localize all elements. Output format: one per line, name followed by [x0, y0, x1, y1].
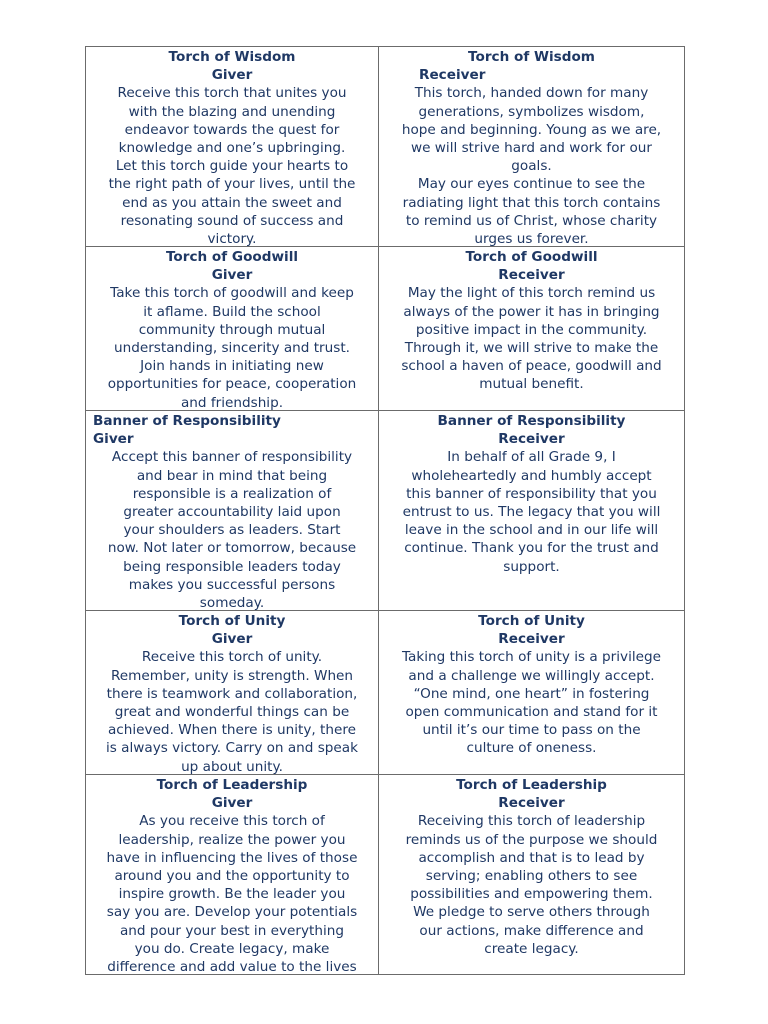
card-role: Receiver — [498, 795, 565, 812]
giver-cell — [86, 47, 379, 247]
receiver-cell — [379, 775, 685, 975]
card-role: Receiver — [498, 431, 565, 448]
card-title: Torch of Unity — [178, 613, 286, 629]
card-role: Giver — [211, 631, 253, 648]
card-title: Torch of Wisdom — [168, 49, 296, 65]
receiver-cell — [379, 247, 685, 411]
table-row — [86, 411, 685, 611]
card-text: In behalf of all Grade 9, I wholeheartedly and humbly accept this banner of responsibility that you entrust to us. The legacy that you will leave in the school and in our life will continue. Thank you for the trust and support. — [402, 449, 661, 575]
receiver-cell — [379, 611, 685, 775]
card-text: Receiving this torch of leadership reminds us of the purpose we should accomplish and that is to lead by serving; enabling others to see possibilities and empowering them. We pledge to serve others through our actions, make difference and create legacy. — [405, 813, 658, 957]
card-title: Banner of Responsibility — [93, 413, 281, 429]
card-role: Giver — [211, 67, 253, 84]
receiver-cell — [379, 411, 685, 611]
card-role: Receiver — [419, 67, 486, 84]
giver-cell — [86, 411, 379, 611]
giver-cell — [86, 611, 379, 775]
card-text: Take this torch of goodwill and keep it aflame. Build the school community through mutual understanding, sincerity and trust. Join hands in initiating new opportunities for peace, cooperation and friendship. — [107, 285, 357, 410]
card-role: Giver — [211, 267, 253, 284]
card-title: Torch of Leadership — [156, 777, 308, 793]
card-text: Receive this torch of unity. Remember, unity is strength. When there is teamwork and collaboration, great and wonderful things can be achieved. When there is unity, there is always victory. Carry on and speak up about unity. — [105, 649, 358, 774]
card-title: Torch of Wisdom — [468, 49, 595, 65]
giver-cell — [86, 775, 379, 975]
card-text: Taking this torch of unity is a privilege and a challenge we willingly accept. “One mind, one heart” in fostering open communication and stand for it until it’s our time to pass on the culture of oneness. — [402, 649, 661, 757]
card-text: Receive this torch that unites you with the blazing and unending endeavor towards the quest for knowledge and one’s upbringing. Let this torch guide your hearts to the right path of your lives, until the end as you attain the sweet and resonating sound of success and victory. — [108, 85, 356, 246]
card-title: Torch of Goodwill — [165, 249, 299, 265]
table-row — [86, 47, 685, 247]
card-text: May the light of this torch remind us always of the power it has in bringing positive impact in the community. Through it, we will strive to make the school a haven of peace, goodwill and mutual benefit. — [401, 285, 662, 393]
card-text: This torch, handed down for many generations, symbolizes wisdom, hope and beginning. Young as we are, we will strive hard and work for our goals. May our eyes continue to see the radiating light that this torch contains to remind us of Christ, whose charity urges us forever. — [401, 85, 662, 246]
card-role: Receiver — [498, 267, 565, 284]
card-role: Receiver — [498, 631, 565, 648]
table-row — [86, 611, 685, 775]
card-title: Torch of Goodwill — [465, 249, 598, 265]
giver-cell — [86, 247, 379, 411]
card-title: Banner of Responsibility — [437, 413, 626, 429]
receiver-cell — [379, 47, 685, 247]
card-text: As you receive this torch of leadership, realize the power you have in influencing the lives of those around you and the opportunity to inspire growth. Be the leader you say you are. Develop your potentials and pour your best in everything you do. Create legacy, make difference and add value to the lives — [106, 813, 358, 974]
card-role: Giver — [93, 431, 134, 448]
cards-table — [85, 46, 685, 975]
card-title: Torch of Leadership — [456, 777, 607, 793]
card-role: Giver — [211, 795, 253, 812]
card-text: Accept this banner of responsibility and bear in mind that being responsible is a realization of greater accountability laid upon your shoulders as leaders. Start now. Not later or tomorrow, because being responsible leaders today makes you successful persons someday. — [107, 449, 357, 610]
card-title: Torch of Unity — [478, 613, 585, 629]
table-row — [86, 775, 685, 975]
table-row — [86, 247, 685, 411]
